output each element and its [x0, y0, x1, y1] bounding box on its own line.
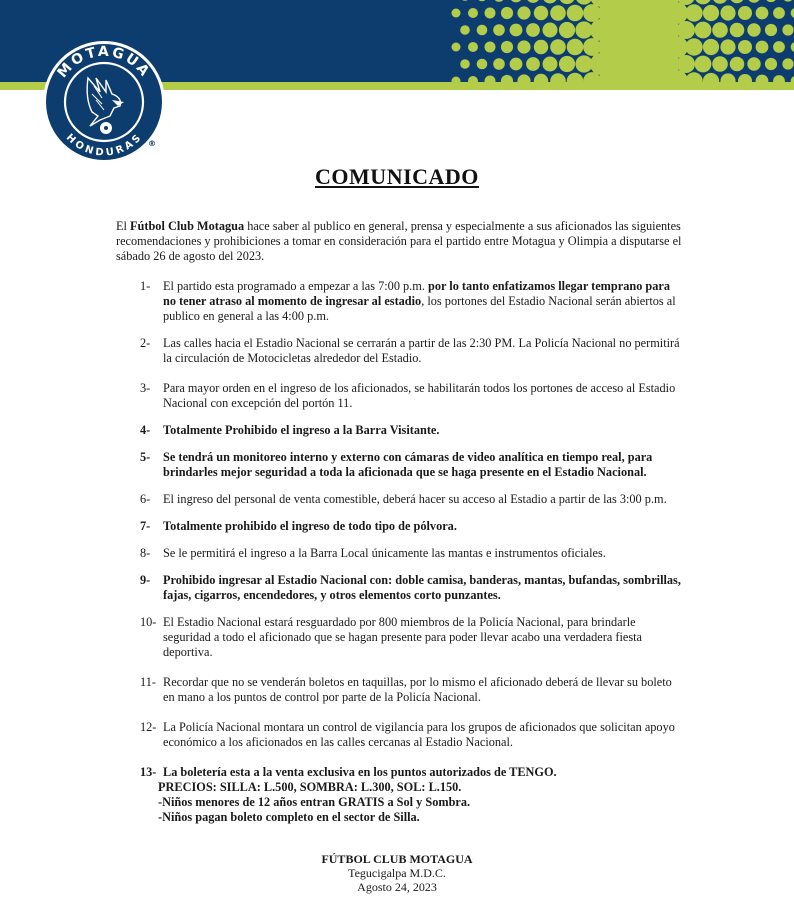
item-number: 9-: [140, 573, 151, 587]
document-body: [116, 219, 686, 837]
list-item: [116, 519, 686, 534]
list-item: [116, 675, 686, 705]
list-item: [116, 546, 686, 561]
registered-mark: ®: [148, 139, 156, 148]
signature-org: FÚTBOL CLUB MOTAGUA: [321, 852, 473, 866]
list-item: [116, 336, 686, 366]
list-item: [116, 492, 686, 507]
list-item: [116, 423, 686, 438]
list-item: [116, 615, 686, 660]
item-number: 5-: [140, 450, 151, 464]
page-title: COMUNICADO: [315, 164, 479, 189]
ticket-sales-text: La boletería esta a la venta exclusiva en los puntos autorizados de TENGO.: [163, 765, 557, 779]
item-text: , los portones del Estadio Nacional serán abiertos al publico en general a las 4:00 p.m.: [163, 294, 676, 323]
list-item: [116, 450, 686, 480]
intro-club-name: Fútbol Club Motagua: [130, 219, 245, 233]
item-text: El partido esta programado a empezar a las 7:00 p.m.: [163, 279, 428, 293]
children-full-price-note: -Niños pagan boleto completo en el sector de Silla.: [158, 810, 420, 824]
item-number: 13-: [140, 765, 157, 779]
item-text-emphasis: por lo tanto enfatizamos llegar temprano para no tener atraso al momento de ingresar al estadio: [163, 279, 671, 308]
item-text: Para mayor orden en el ingreso de los aficionados, se habilitarán todos los portones de acceso al Estadio Nacional con excepción del portón 11.: [163, 381, 676, 410]
intro-prefix: El: [116, 219, 131, 233]
intro-paragraph: [116, 219, 686, 264]
intro-text: hace saber al publico en general, prensa y especialmente a sus aficionados las siguientes recomendaciones y prohibiciones a tomar en consideración para el partido entre Motagua y Olimpia a disputarse el sábado 26 de agosto del 2023.: [116, 219, 682, 263]
item-text: Totalmente prohibido el ingreso de todo tipo de pólvora.: [163, 519, 457, 533]
list-item: [116, 279, 686, 324]
item-text: Recordar que no se venderán boletos en taquillas, por lo mismo el aficionado deberá de llevar su boleto en mano a los puntos de control por parte de la Policía Nacional.: [163, 675, 672, 704]
list-item: [116, 573, 686, 603]
item-number: 10-: [140, 615, 157, 629]
item-text: Se tendrá un monitoreo interno y externo con cámaras de video analítica en tiempo real, para brindarles mejor seguridad a toda la aficionada que se haga presente en el Estadio Nacional.: [163, 450, 653, 479]
item-number: 6-: [140, 492, 151, 506]
list-item: [116, 720, 686, 750]
item-text: El Estadio Nacional estará resguardado por 800 miembros de la Policía Nacional, para brindarle seguridad a todo el aficionado que se hagan presente para poder llevar acabo una verdadera fiesta deportiva.: [163, 615, 643, 659]
item-number: 12-: [140, 720, 157, 734]
item-text: Las calles hacia el Estadio Nacional se cerrarán a partir de las 2:30 PM. La Policía Nacional no permitirá la circulación de Motocicletas alrededor del Estadio.: [163, 336, 680, 365]
item-text: El ingreso del personal de venta comestible, deberá hacer su acceso al Estadio a partir de las 3:00 p.m.: [163, 492, 667, 506]
item-text: Totalmente Prohibido el ingreso a la Barra Visitante.: [163, 423, 440, 437]
item-number: 4-: [140, 423, 151, 437]
item-number: 2-: [140, 336, 151, 350]
item-number: 1-: [140, 279, 151, 293]
logo-bottom-text: HONDURAS: [63, 132, 145, 159]
ticket-prices: PRECIOS: SILLA: L.500, SOMBRA: L.300, SOL: L.150.: [158, 780, 462, 794]
item-text: Se le permitirá el ingreso a la Barra Local únicamente las mantas e instrumentos oficiales.: [163, 546, 606, 560]
recommendations-list: [116, 279, 686, 825]
signature-city: Tegucigalpa M.D.C.: [348, 866, 446, 880]
children-free-note: -Niños menores de 12 años entran GRATIS a Sol y Sombra.: [158, 795, 471, 809]
item-text: La Policía Nacional montara un control de vigilancia para los grupos de aficionados que solicitan apoyo económico a los aficionados en las calles cercanas al Estadio Nacional.: [163, 720, 675, 749]
signature-block: [0, 852, 794, 894]
item-number: 8-: [140, 546, 151, 560]
logo-top-text: MOTAGUA: [54, 43, 154, 82]
item-number: 11-: [140, 675, 156, 689]
item-number: 3-: [140, 381, 151, 395]
list-item-tickets: [116, 765, 686, 825]
item-text: Prohibido ingresar al Estadio Nacional con: doble camisa, banderas, mantas, bufandas, sombrillas, fajas, cigarros, encendedores, y otros elementos corto punzantes.: [163, 573, 681, 602]
signature-date: Agosto 24, 2023: [357, 880, 437, 894]
item-number: 7-: [140, 519, 151, 533]
list-item: [116, 381, 686, 411]
